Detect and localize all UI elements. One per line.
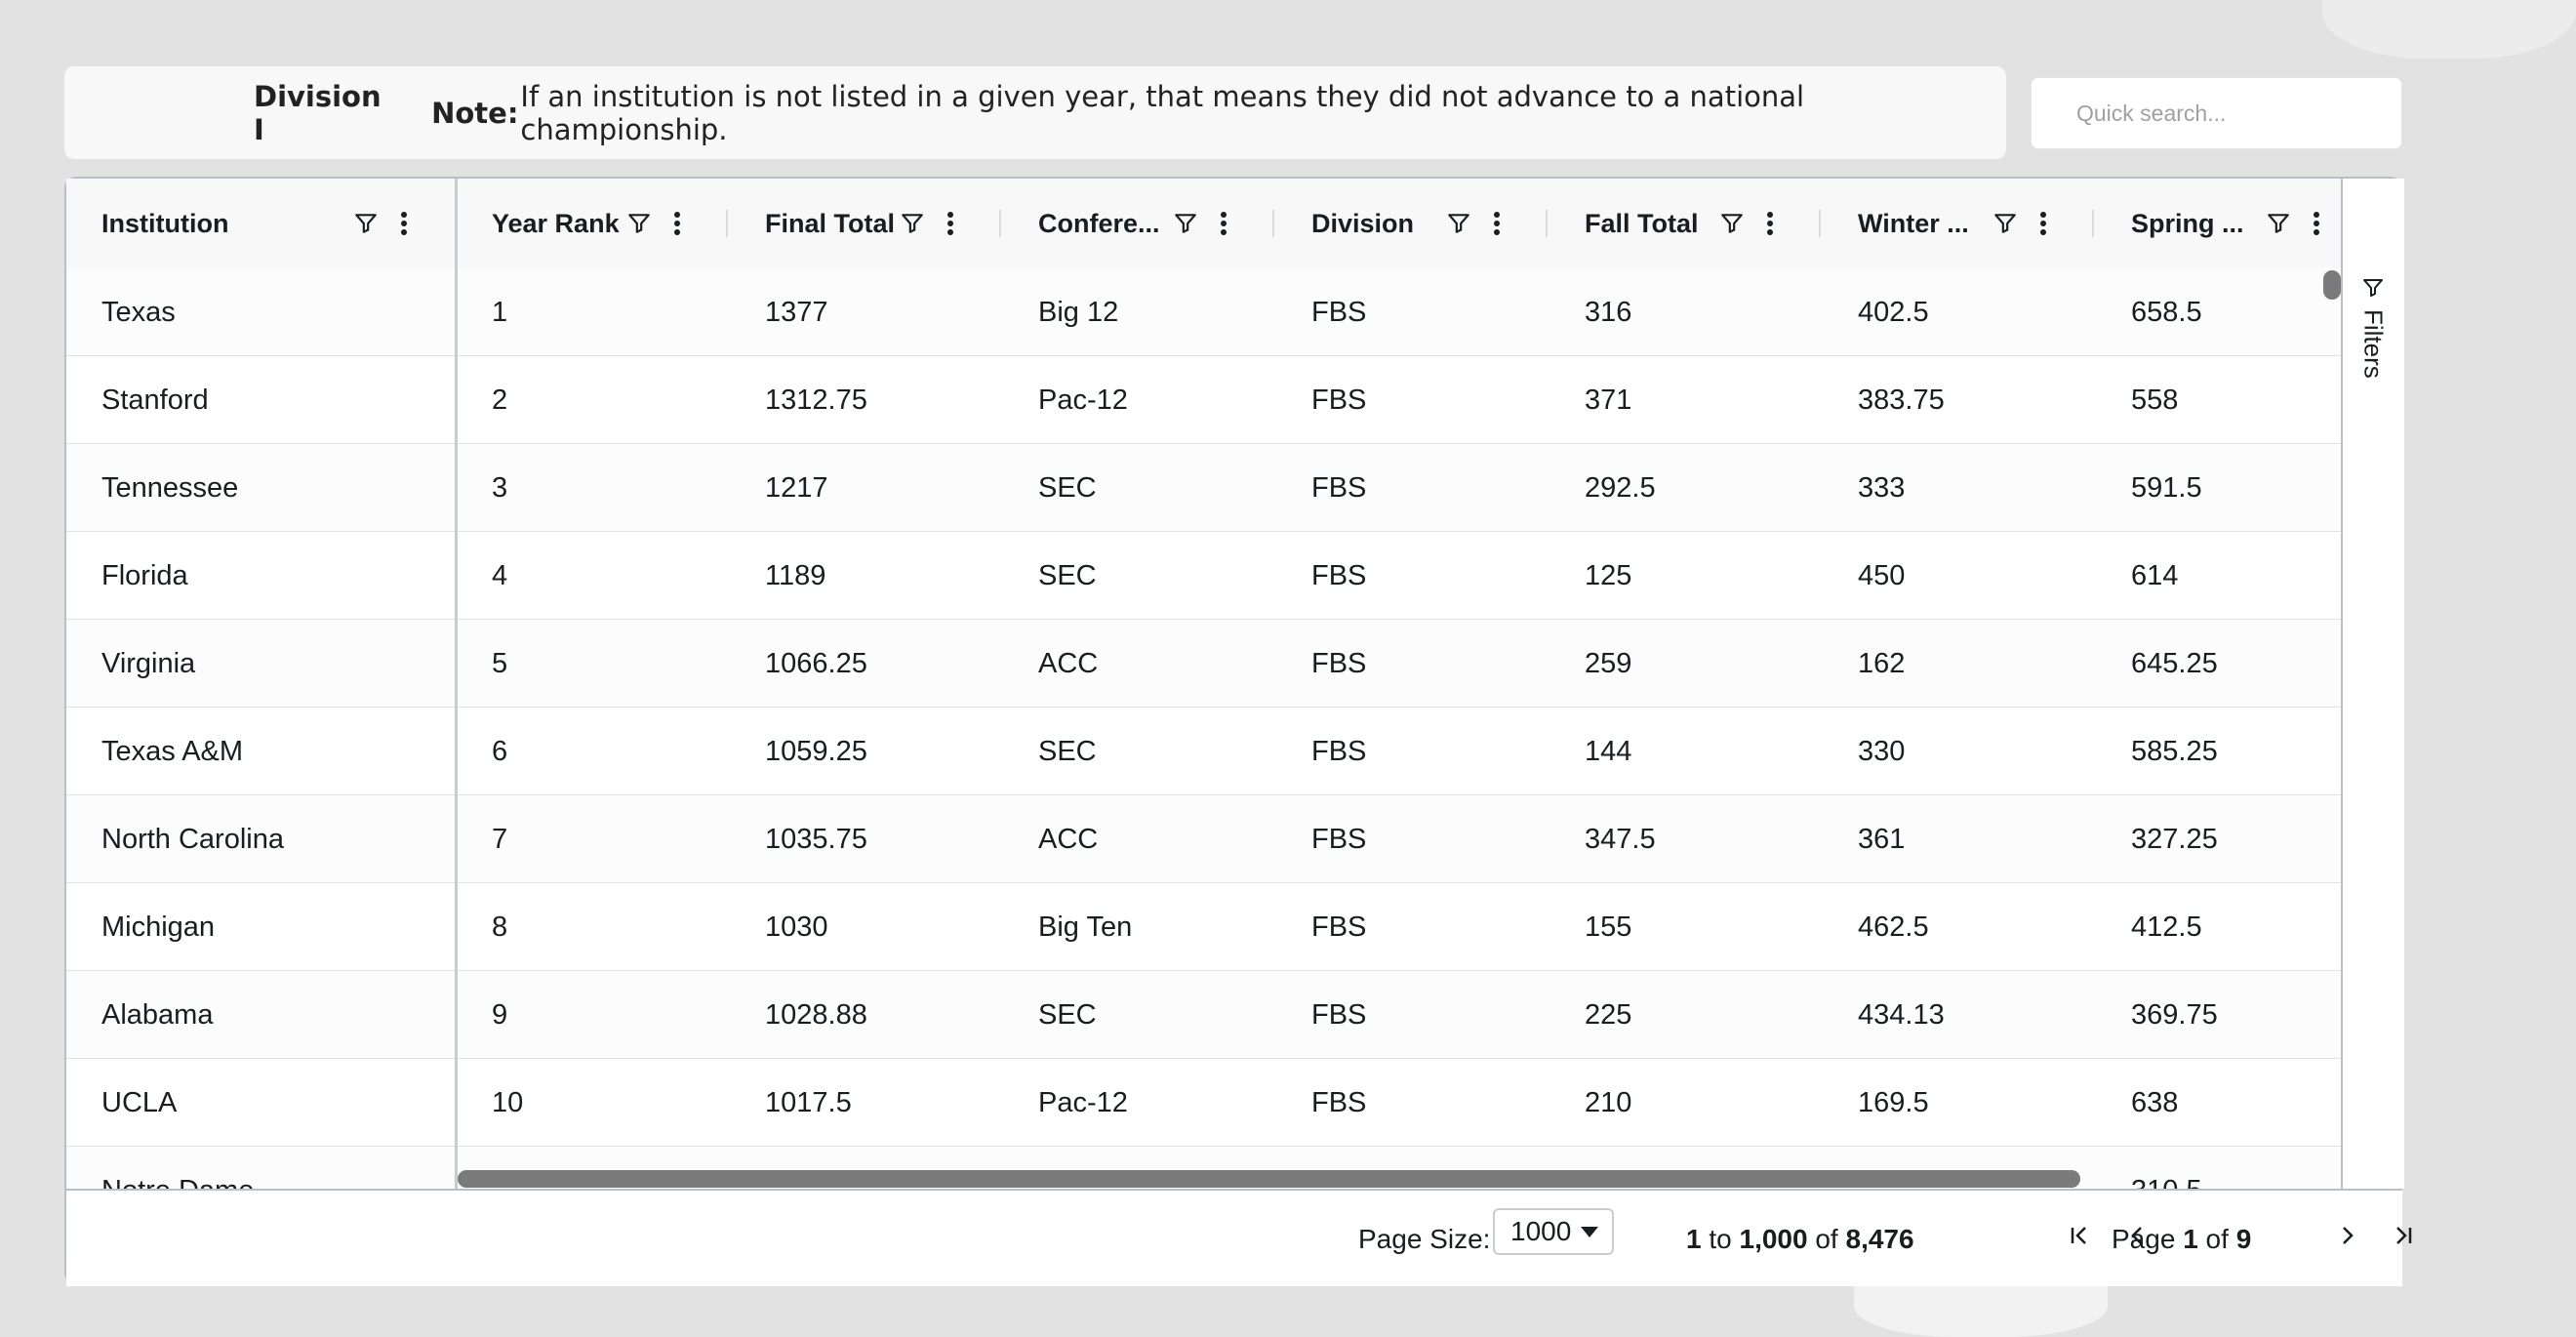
table-row[interactable] [66,883,2341,971]
column-resize-handle[interactable] [2092,210,2094,237]
range-to: to [1709,1224,1732,1254]
table-row[interactable] [66,971,2341,1059]
cell-division[interactable]: FBS [1311,384,1367,416]
filter-icon[interactable] [900,211,925,236]
table-row[interactable] [66,268,2341,356]
cell-institution[interactable]: UCLA [101,1086,178,1118]
pagination-bar [66,1189,2402,1286]
cell-institution[interactable]: Virginia [101,647,196,679]
column-header-actions [1173,179,1228,268]
filter-icon[interactable] [353,211,379,236]
vertical-scrollbar-thumb[interactable] [2323,270,2341,300]
grid-body [66,268,2341,1189]
cell-winter-total[interactable]: 330 [1858,735,1906,767]
cell-fall-total[interactable]: 225 [1585,998,1632,1031]
cell-fall-total[interactable]: 259 [1585,647,1632,679]
page-size-select[interactable] [1493,1208,1614,1255]
column-resize-handle[interactable] [1546,210,1548,237]
column-menu-icon[interactable] [673,211,681,236]
cell-division[interactable]: FBS [1311,823,1367,855]
cell-fall-total[interactable]: 125 [1585,559,1632,591]
filters-tab-label: Filters [2358,309,2389,379]
filter-icon[interactable] [1992,211,2018,236]
filter-icon[interactable] [2266,211,2291,236]
column-header-actions [1719,179,1774,268]
cell-winter-total[interactable]: 333 [1858,471,1906,504]
table-row[interactable] [66,1059,2341,1147]
table-row[interactable] [66,444,2341,532]
cell-institution[interactable]: Texas [101,296,176,328]
cell-winter-total[interactable]: 450 [1858,559,1906,591]
column-header-actions [626,179,681,268]
column-header-actions [1992,179,2047,268]
cell-spring-total[interactable]: 638 [2131,1086,2179,1118]
cell-division[interactable]: FBS [1311,998,1367,1031]
column-header-label: Year Rank [492,208,620,238]
cell-winter-total[interactable]: 462.5 [1858,911,1929,943]
filter-icon[interactable] [1446,211,1471,236]
page-size-value: 1000 [1510,1216,1572,1246]
range-start: 1 [1686,1224,1702,1254]
column-header-actions [1446,179,1501,268]
cell-conference[interactable]: SEC [1038,559,1097,591]
column-header-label: Winter ... [1858,208,1969,238]
cell-fall-total[interactable]: 144 [1585,735,1632,767]
column-header-conference[interactable] [1038,179,1160,268]
pinned-column-divider [455,179,458,1189]
cell-fall-total[interactable]: 316 [1585,296,1632,328]
note-text: If an institution is not listed in a given year, that means they did not advance to a national championship. [520,79,1805,146]
cell-winter-total[interactable]: 434.13 [1858,998,1945,1031]
column-menu-icon[interactable] [1766,211,1774,236]
division-label: Division I [254,79,382,146]
cell-fall-total[interactable]: 155 [1585,911,1632,943]
filter-icon [2361,276,2385,300]
cell-year-rank[interactable]: 1 [492,296,508,328]
column-header-actions [900,179,954,268]
cell-fall-total[interactable]: 371 [1585,384,1632,416]
table-row[interactable] [66,795,2341,883]
filters-tab[interactable] [2356,276,2390,393]
column-header-fall-total[interactable] [1585,179,1699,268]
cell-division[interactable]: FBS [1311,471,1367,504]
filter-icon[interactable] [1173,211,1198,236]
cell-winter-total[interactable]: 361 [1858,823,1906,855]
cell-spring-total[interactable]: 369.75 [2131,998,2218,1031]
cell-year-rank[interactable]: 4 [492,559,508,591]
cell-final-total[interactable]: 1059.25 [765,735,867,767]
page-of: of [2205,1224,2229,1254]
cell-winter-total[interactable]: 402.5 [1858,296,1929,328]
table-row[interactable] [66,532,2341,620]
cell-winter-total[interactable]: 383.75 [1858,384,1945,416]
table-row[interactable] [66,620,2341,708]
cell-spring-total[interactable]: 658.5 [2131,296,2202,328]
page-size-label: Page Size: [1358,1224,1491,1254]
total-rows: 8,476 [1845,1224,1914,1254]
cell-final-total[interactable]: 1377 [765,296,828,328]
caret-down-icon [1581,1227,1598,1237]
grid-header-row [66,179,2341,270]
cell-division[interactable]: FBS [1311,559,1367,591]
cell-spring-total[interactable]: 558 [2131,384,2179,416]
column-header-label: Division [1311,208,1415,238]
column-header-actions [2266,179,2320,268]
page-word: Page [2112,1224,2176,1254]
next-page-button[interactable] [2334,1220,2361,1251]
cell-institution[interactable]: Michigan [101,911,216,943]
cell-winter-total[interactable]: 162 [1858,647,1906,679]
column-header-winter-total[interactable] [1858,179,1969,268]
column-header-actions [353,179,408,268]
column-header-label: Final Total [765,208,895,238]
cell-year-rank[interactable]: 8 [492,911,508,943]
column-header-year-rank[interactable] [492,179,620,268]
cell-division[interactable]: FBS [1311,647,1367,679]
column-header-label: Fall Total [1585,208,1699,238]
cell-division[interactable]: FBS [1311,1086,1367,1118]
cell-division[interactable]: FBS [1311,911,1367,943]
column-resize-handle[interactable] [1272,210,1274,237]
column-header-label: Confere... [1038,208,1160,238]
cell-fall-total[interactable]: 210 [1585,1086,1632,1118]
note-label: Note: [431,96,519,130]
table-row[interactable] [66,356,2341,444]
cell-spring-total[interactable]: 591.5 [2131,471,2202,504]
cell-year-rank[interactable]: 9 [492,998,508,1031]
cell-final-total[interactable]: 1066.25 [765,647,867,679]
row-range-summary [1686,1224,1914,1255]
current-page: 1 [2183,1224,2198,1254]
last-page-button[interactable] [2389,1220,2416,1251]
first-page-button[interactable] [2067,1220,2094,1251]
cell-spring-total[interactable]: 614 [2131,559,2179,591]
cell-conference[interactable]: SEC [1038,998,1097,1031]
cell-year-rank[interactable]: 3 [492,471,508,504]
vertical-scrollbar-track[interactable] [2323,268,2341,1189]
column-header-final-total[interactable] [765,179,895,268]
cell-institution[interactable]: Tennessee [101,471,239,504]
cell-institution[interactable]: Florida [101,559,188,591]
column-header-label: Institution [101,208,229,238]
cell-division[interactable]: FBS [1311,296,1367,328]
total-pages: 9 [2235,1224,2252,1254]
cell-fall-total[interactable]: 292.5 [1585,471,1656,504]
column-header-institution[interactable] [101,179,228,268]
page-indicator [2112,1224,2251,1255]
cell-conference[interactable]: Big Ten [1038,911,1133,943]
cell-spring-total[interactable]: 645.25 [2131,647,2218,679]
cell-spring-total[interactable]: 585.25 [2131,735,2218,767]
cell-conference[interactable]: SEC [1038,735,1097,767]
cell-conference[interactable]: ACC [1038,823,1099,855]
cell-year-rank[interactable]: 2 [492,384,508,416]
cell-conference[interactable]: Pac-12 [1038,1086,1128,1118]
cell-year-rank[interactable]: 7 [492,823,508,855]
cell-institution[interactable]: North Carolina [101,823,284,855]
range-end: 1,000 [1739,1224,1808,1254]
column-menu-icon[interactable] [946,211,954,236]
cell-final-total[interactable]: 1217 [765,471,828,504]
last-page-icon [2392,1224,2413,1247]
cell-institution[interactable]: Stanford [101,384,209,416]
cell-conference[interactable]: Pac-12 [1038,384,1128,416]
division-note-bar [64,66,2006,159]
cell-final-total[interactable]: 1189 [765,559,826,591]
column-menu-icon[interactable] [1220,211,1228,236]
cell-spring-total[interactable]: 412.5 [2131,911,2202,943]
cell-year-rank[interactable]: 6 [492,735,508,767]
filter-icon[interactable] [1719,211,1745,236]
column-menu-icon[interactable] [1493,211,1501,236]
background-shape [2322,0,2576,59]
cell-conference[interactable]: SEC [1038,471,1097,504]
column-menu-icon[interactable] [2039,211,2047,236]
column-menu-icon[interactable] [2313,211,2320,236]
cell-fall-total[interactable]: 347.5 [1585,823,1656,855]
cell-year-rank[interactable]: 5 [492,647,508,679]
horizontal-scrollbar[interactable] [458,1170,2080,1188]
cell-final-total[interactable]: 1035.75 [765,823,867,855]
cell-division[interactable]: FBS [1311,735,1367,767]
cell-final-total[interactable]: 1028.88 [765,998,867,1031]
filter-icon[interactable] [626,211,652,236]
results-grid [64,177,2402,1284]
cell-conference[interactable]: ACC [1038,647,1099,679]
cell-institution[interactable]: Texas A&M [101,735,244,767]
cell-winter-total[interactable]: 169.5 [1858,1086,1929,1118]
column-resize-handle[interactable] [999,210,1001,237]
cell-final-total[interactable]: 1030 [765,911,828,943]
column-resize-handle[interactable] [726,210,728,237]
column-header-label: Spring ... [2131,208,2244,238]
side-panel [2341,179,2404,1189]
cell-final-total[interactable]: 1312.75 [765,384,867,416]
cell-year-rank[interactable]: 10 [492,1086,524,1118]
column-header-division[interactable] [1311,179,1414,268]
table-row[interactable] [66,708,2341,795]
column-header-spring-total[interactable] [2131,179,2244,268]
column-resize-handle[interactable] [1819,210,1821,237]
cell-final-total[interactable]: 1017.5 [765,1086,852,1118]
cell-spring-total[interactable]: 327.25 [2131,823,2218,855]
cell-conference[interactable]: Big 12 [1038,296,1119,328]
range-of: of [1815,1224,1838,1254]
cell-institution[interactable]: Alabama [101,998,214,1031]
chevron-right-icon [2339,1224,2356,1247]
column-menu-icon[interactable] [400,211,408,236]
first-page-icon [2070,1224,2091,1247]
quick-search-input[interactable] [2031,77,2402,149]
